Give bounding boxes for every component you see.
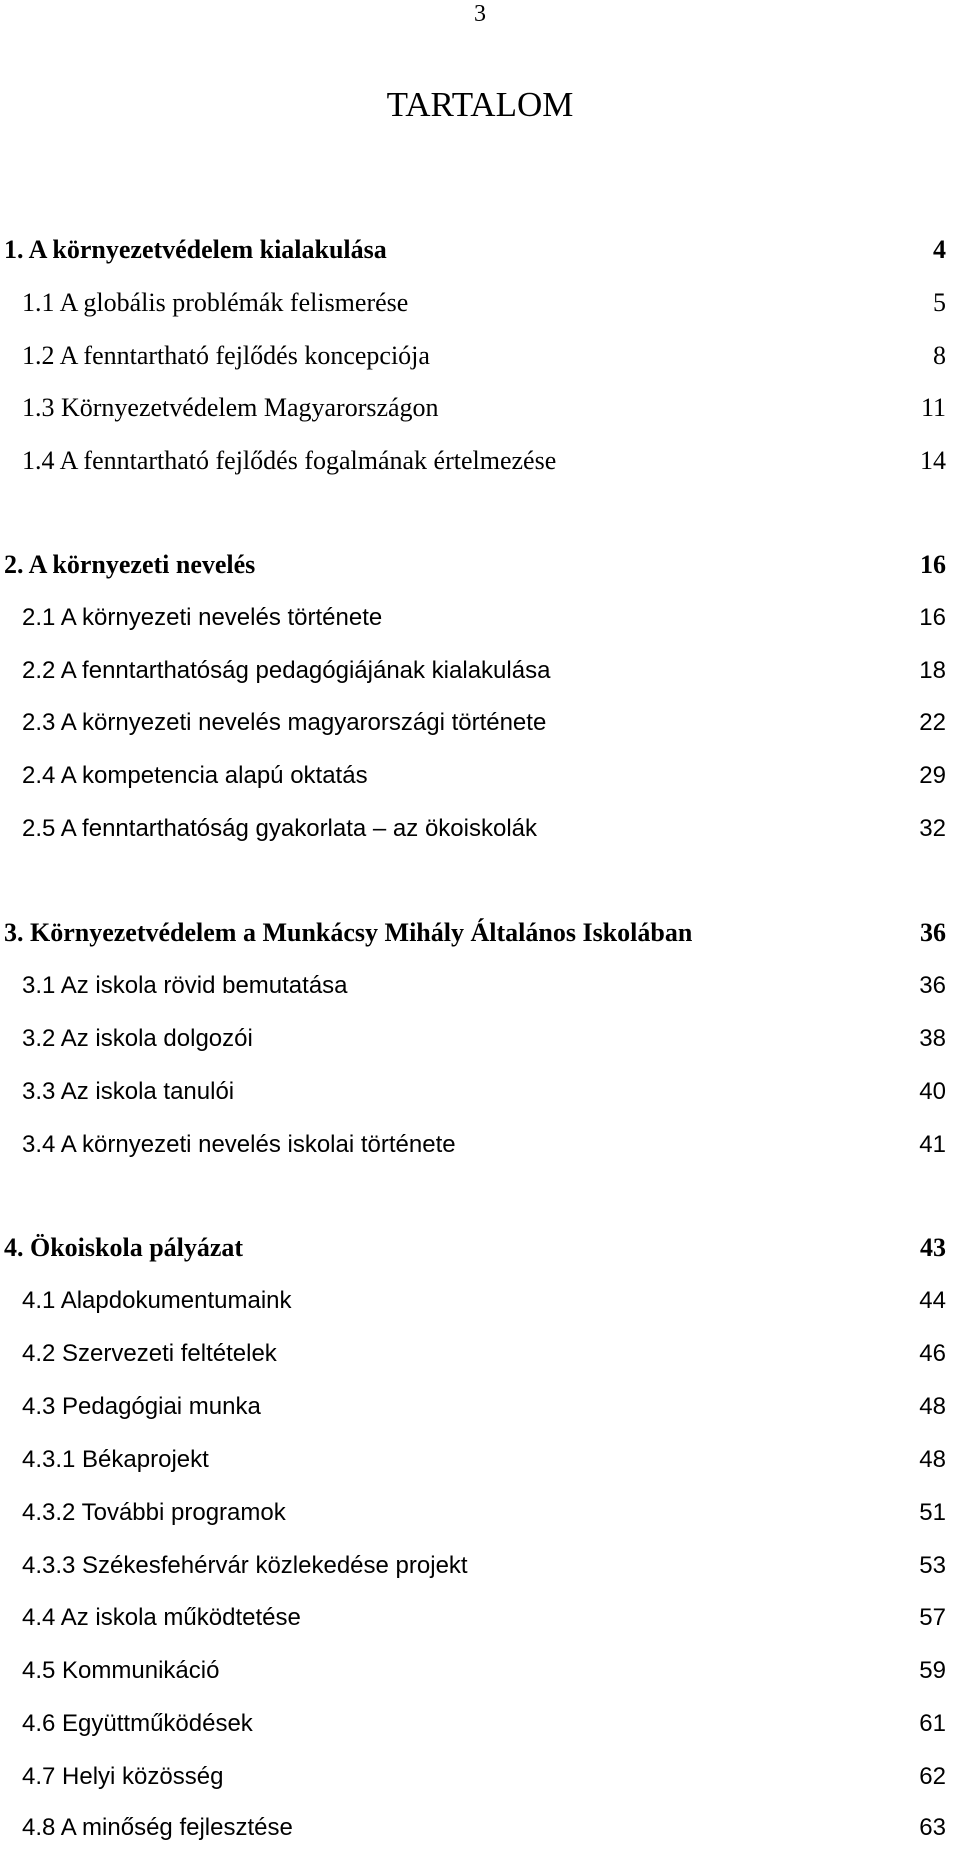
toc-entry-page: 8 xyxy=(933,341,946,370)
toc-section[interactable] xyxy=(0,1757,960,1797)
toc-entry-page: 61 xyxy=(919,1710,946,1737)
toc-section[interactable] xyxy=(0,651,960,691)
toc-entry-text: 4.3 Pedagógiai munka xyxy=(22,1393,261,1420)
toc-section[interactable] xyxy=(0,703,960,743)
toc-section[interactable] xyxy=(0,598,960,638)
toc-entry-page: 14 xyxy=(920,446,946,475)
toc-section[interactable] xyxy=(0,1546,960,1586)
toc-entry-page: 59 xyxy=(919,1657,946,1684)
toc-entry-text: 4.3.2 További programok xyxy=(22,1499,286,1526)
toc-section[interactable] xyxy=(0,1598,960,1638)
toc-section[interactable] xyxy=(0,809,960,849)
toc-section[interactable] xyxy=(0,1704,960,1744)
toc-section[interactable] xyxy=(0,756,960,796)
toc-section[interactable] xyxy=(0,1493,960,1533)
toc-chapter-2[interactable] xyxy=(0,545,960,585)
toc-entry-text: 2. A környezeti nevelés xyxy=(4,550,256,579)
toc-entry-text: 4.1 Alapdokumentumaink xyxy=(22,1287,292,1314)
toc-section[interactable] xyxy=(0,966,960,1006)
toc-entry-page: 57 xyxy=(919,1604,946,1631)
toc-entry-text: 1.4 A fenntartható fejlődés fogalmának értelmezése xyxy=(22,446,557,475)
toc-section[interactable] xyxy=(0,1072,960,1112)
toc-entry-text: 4.2 Szervezeti feltételek xyxy=(22,1340,277,1367)
toc-entry-text: 4.5 Kommunikáció xyxy=(22,1657,220,1684)
toc-entry-page: 53 xyxy=(919,1552,946,1579)
toc-entry-page: 32 xyxy=(919,815,946,842)
toc-entry-text: 1.2 A fenntartható fejlődés koncepciója xyxy=(22,341,430,370)
toc-entry-text: 4.4 Az iskola működtetése xyxy=(22,1604,301,1631)
toc-title: TARTALOM xyxy=(386,85,574,124)
toc-entry-page: 48 xyxy=(919,1393,946,1420)
toc-entry-page: 36 xyxy=(919,972,946,999)
toc-section[interactable] xyxy=(0,441,960,481)
toc-entry-page: 40 xyxy=(919,1078,946,1105)
toc-chapter-4[interactable] xyxy=(0,1228,960,1268)
toc-section[interactable] xyxy=(0,1651,960,1691)
toc-entry-page: 11 xyxy=(920,393,946,422)
toc-chapter-1[interactable] xyxy=(0,230,960,270)
toc-entry-page: 16 xyxy=(920,550,946,579)
toc-entry-page: 16 xyxy=(919,604,946,631)
page-number: 3 xyxy=(474,1,486,27)
toc-entry-page: 63 xyxy=(919,1814,946,1841)
toc-entry-text: 2.3 A környezeti nevelés magyarországi története xyxy=(22,709,547,736)
toc-section[interactable] xyxy=(0,1019,960,1059)
toc-section[interactable] xyxy=(0,1387,960,1427)
toc-entry-page: 43 xyxy=(920,1233,946,1262)
toc-entry-page: 48 xyxy=(919,1446,946,1473)
toc-chapter-3[interactable] xyxy=(0,913,960,953)
toc-section[interactable] xyxy=(0,388,960,428)
toc-entry-page: 5 xyxy=(933,288,946,317)
toc-entry-text: 4.3.1 Békaprojekt xyxy=(22,1446,209,1473)
toc-entry-text: 1.3 Környezetvédelem Magyarországon xyxy=(22,393,439,422)
toc-section[interactable] xyxy=(0,1334,960,1374)
toc-entry-page: 29 xyxy=(919,762,946,789)
toc-entry-text: 2.1 A környezeti nevelés története xyxy=(22,604,383,631)
toc-section[interactable] xyxy=(0,1440,960,1480)
toc-entry-text: 3.4 A környezeti nevelés iskolai története xyxy=(22,1131,456,1158)
toc-entry-text: 2.5 A fenntarthatóság gyakorlata – az ökoiskolák xyxy=(22,815,538,842)
toc-entry-page: 38 xyxy=(919,1025,946,1052)
toc-entry-page: 62 xyxy=(919,1763,946,1790)
toc-entry-page: 18 xyxy=(919,657,946,684)
toc-entry-text: 1.1 A globális problémák felismerése xyxy=(22,288,409,317)
toc-entry-page: 44 xyxy=(919,1287,946,1314)
toc-entry-text: 4.7 Helyi közösség xyxy=(22,1763,224,1790)
toc-section[interactable] xyxy=(0,1808,960,1848)
toc-entry-page: 51 xyxy=(919,1499,946,1526)
toc-entry-text: 4. Ökoiskola pályázat xyxy=(4,1233,244,1262)
toc-section[interactable] xyxy=(0,336,960,376)
toc-entry-text: 2.2 A fenntarthatóság pedagógiájának kialakulása xyxy=(22,657,551,684)
toc-section[interactable] xyxy=(0,283,960,323)
toc-entry-text: 2.4 A kompetencia alapú oktatás xyxy=(22,762,368,789)
toc-entry-page: 46 xyxy=(919,1340,946,1367)
toc-entry-page: 22 xyxy=(919,709,946,736)
toc-entry-page: 36 xyxy=(920,918,946,947)
toc-section[interactable] xyxy=(0,1281,960,1321)
toc-entry-text: 3.3 Az iskola tanulói xyxy=(22,1078,235,1105)
toc-entry-text: 4.8 A minőség fejlesztése xyxy=(22,1814,293,1841)
toc-entry-text: 4.6 Együttműködések xyxy=(22,1710,253,1737)
toc-entry-text: 1. A környezetvédelem kialakulása xyxy=(4,235,387,264)
toc-entry-text: 3.1 Az iskola rövid bemutatása xyxy=(22,972,348,999)
toc-entry-page: 4 xyxy=(933,235,946,264)
toc-entry-page: 41 xyxy=(919,1131,946,1158)
toc-entry-text: 3. Környezetvédelem a Munkácsy Mihály Általános Iskolában xyxy=(4,918,693,947)
toc-section[interactable] xyxy=(0,1125,960,1165)
toc-entry-text: 4.3.3 Székesfehérvár közlekedése projekt xyxy=(22,1552,468,1579)
toc-entry-text: 3.2 Az iskola dolgozói xyxy=(22,1025,253,1052)
